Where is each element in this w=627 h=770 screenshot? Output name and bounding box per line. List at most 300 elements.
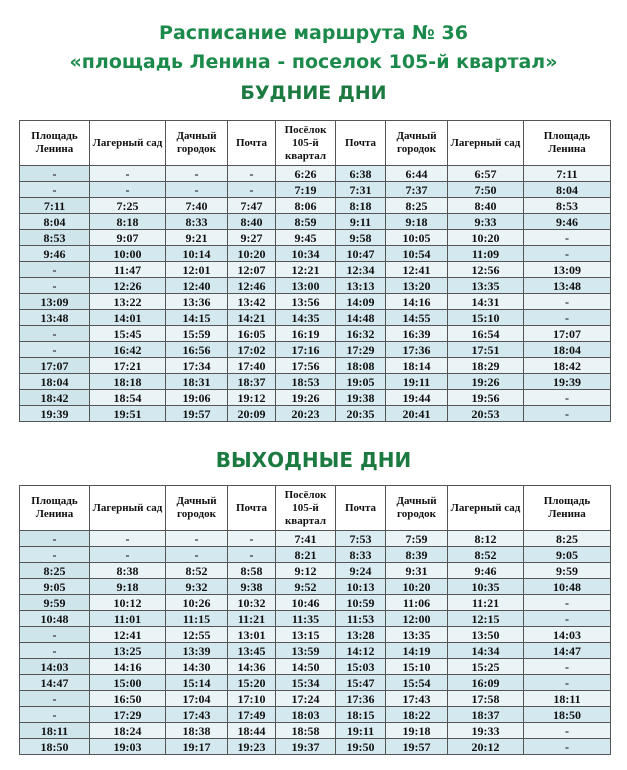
time-cell: 8:04 (20, 214, 90, 230)
time-cell: 9:24 (336, 563, 386, 579)
time-cell: 9:11 (336, 214, 386, 230)
time-cell: 18:03 (276, 707, 336, 723)
time-cell: 17:40 (228, 358, 276, 374)
time-cell: 8:25 (386, 198, 448, 214)
time-cell: 17:36 (336, 691, 386, 707)
time-cell: 9:46 (524, 214, 611, 230)
time-cell: 7:47 (228, 198, 276, 214)
column-header: Дачный городок (386, 121, 448, 166)
column-header: Площадь Ленина (524, 486, 611, 531)
time-cell: 13:28 (336, 627, 386, 643)
table-row (20, 166, 611, 182)
table-row (20, 214, 611, 230)
time-cell: 17:29 (90, 707, 166, 723)
time-cell: 14:36 (228, 659, 276, 675)
time-cell: 20:53 (448, 406, 524, 422)
time-cell: 13:09 (524, 262, 611, 278)
time-cell: 18:08 (336, 358, 386, 374)
column-header: Почта (336, 486, 386, 531)
time-cell: 6:26 (276, 166, 336, 182)
time-cell: 13:22 (90, 294, 166, 310)
time-cell: 15:10 (448, 310, 524, 326)
column-header: Лагерный сад (448, 121, 524, 166)
time-cell: 15:20 (228, 675, 276, 691)
time-cell: 18:14 (386, 358, 448, 374)
time-cell: 9:45 (276, 230, 336, 246)
time-cell: 8:52 (448, 547, 524, 563)
time-cell: - (20, 166, 90, 182)
time-cell: 8:18 (336, 198, 386, 214)
time-cell: 19:23 (228, 739, 276, 755)
time-cell: 10:35 (448, 579, 524, 595)
time-cell: 15:14 (166, 675, 228, 691)
time-cell: 7:37 (386, 182, 448, 198)
time-cell: 10:20 (448, 230, 524, 246)
table-row (20, 262, 611, 278)
time-cell: 19:39 (20, 406, 90, 422)
time-cell: 7:25 (90, 198, 166, 214)
time-cell: 17:24 (276, 691, 336, 707)
time-cell: 20:12 (448, 739, 524, 755)
table-row (20, 547, 611, 563)
time-cell: - (20, 531, 90, 547)
time-cell: 12:07 (228, 262, 276, 278)
time-cell: 9:05 (20, 579, 90, 595)
table-row (20, 675, 611, 691)
time-cell: 12:55 (166, 627, 228, 643)
time-cell: - (228, 547, 276, 563)
table-row (20, 627, 611, 643)
time-cell: 14:03 (524, 627, 611, 643)
time-cell: 10:05 (386, 230, 448, 246)
time-cell: 9:38 (228, 579, 276, 595)
table-row (20, 198, 611, 214)
column-header: Дачный городок (166, 486, 228, 531)
time-cell: - (524, 390, 611, 406)
column-header: Дачный городок (166, 121, 228, 166)
time-cell: 8:18 (90, 214, 166, 230)
time-cell: - (90, 547, 166, 563)
time-cell: 14:15 (166, 310, 228, 326)
time-cell: 10:13 (336, 579, 386, 595)
time-cell: 12:41 (386, 262, 448, 278)
time-cell: 13:45 (228, 643, 276, 659)
time-cell: 19:44 (386, 390, 448, 406)
time-cell: 15:59 (166, 326, 228, 342)
time-cell: - (20, 643, 90, 659)
column-header: Площадь Ленина (524, 121, 611, 166)
time-cell: 19:37 (276, 739, 336, 755)
time-cell: - (524, 595, 611, 611)
time-cell: 13:01 (228, 627, 276, 643)
time-cell: - (90, 531, 166, 547)
time-cell: 11:35 (276, 611, 336, 627)
time-cell: 14:47 (524, 643, 611, 659)
time-cell: - (524, 246, 611, 262)
time-cell: 13:42 (228, 294, 276, 310)
weekdays-schedule-table (19, 120, 611, 422)
time-cell: 10:12 (90, 595, 166, 611)
time-cell: 9:18 (90, 579, 166, 595)
table-row (20, 739, 611, 755)
time-cell: 16:32 (336, 326, 386, 342)
time-cell: 15:10 (386, 659, 448, 675)
time-cell: 9:32 (166, 579, 228, 595)
time-cell: 10:32 (228, 595, 276, 611)
time-cell: 20:35 (336, 406, 386, 422)
time-cell: - (524, 659, 611, 675)
time-cell: 11:06 (386, 595, 448, 611)
time-cell: 11:09 (448, 246, 524, 262)
time-cell: 8:58 (228, 563, 276, 579)
time-cell: - (20, 278, 90, 294)
table-row (20, 326, 611, 342)
time-cell: 9:07 (90, 230, 166, 246)
time-cell: 13:09 (20, 294, 90, 310)
time-cell: - (524, 739, 611, 755)
time-cell: 14:35 (276, 310, 336, 326)
time-cell: 17:36 (386, 342, 448, 358)
time-cell: 11:01 (90, 611, 166, 627)
time-cell: - (20, 262, 90, 278)
time-cell: 9:52 (276, 579, 336, 595)
time-cell: 18:42 (20, 390, 90, 406)
time-cell: - (524, 310, 611, 326)
time-cell: - (524, 230, 611, 246)
time-cell: 18:24 (90, 723, 166, 739)
column-header: Площадь Ленина (20, 486, 90, 531)
time-cell: - (228, 166, 276, 182)
time-cell: 16:39 (386, 326, 448, 342)
time-cell: 17:07 (20, 358, 90, 374)
time-cell: 17:49 (228, 707, 276, 723)
time-cell: 20:23 (276, 406, 336, 422)
table-row (20, 643, 611, 659)
time-cell: 19:50 (336, 739, 386, 755)
time-cell: 10:46 (276, 595, 336, 611)
time-cell: 19:26 (276, 390, 336, 406)
time-cell: - (524, 611, 611, 627)
time-cell: 17:21 (90, 358, 166, 374)
time-cell: 19:05 (336, 374, 386, 390)
table-row (20, 278, 611, 294)
time-cell: 6:44 (386, 166, 448, 182)
time-cell: 8:53 (524, 198, 611, 214)
time-cell: 15:45 (90, 326, 166, 342)
time-cell: 14:30 (166, 659, 228, 675)
time-cell: 14:01 (90, 310, 166, 326)
time-cell: 12:56 (448, 262, 524, 278)
time-cell: - (166, 166, 228, 182)
time-cell: 17:43 (386, 691, 448, 707)
time-cell: 15:03 (336, 659, 386, 675)
table-row (20, 723, 611, 739)
time-cell: 10:20 (386, 579, 448, 595)
weekdays-header-row (20, 121, 611, 166)
weekend-header-row (20, 486, 611, 531)
time-cell: - (524, 723, 611, 739)
time-cell: 16:56 (166, 342, 228, 358)
time-cell: 14:21 (228, 310, 276, 326)
time-cell: 12:00 (386, 611, 448, 627)
time-cell: - (90, 166, 166, 182)
time-cell: 13:00 (276, 278, 336, 294)
time-cell: 11:53 (336, 611, 386, 627)
time-cell: 11:21 (448, 595, 524, 611)
time-cell: 12:40 (166, 278, 228, 294)
title-route-stops: «площадь Ленина - поселок 105-й квартал» (69, 51, 558, 73)
table-row (20, 230, 611, 246)
time-cell: - (20, 342, 90, 358)
time-cell: 14:19 (386, 643, 448, 659)
time-cell: 10:26 (166, 595, 228, 611)
time-cell: 8:33 (166, 214, 228, 230)
time-cell: 12:34 (336, 262, 386, 278)
time-cell: - (20, 627, 90, 643)
time-cell: 16:05 (228, 326, 276, 342)
time-cell: 13:35 (386, 627, 448, 643)
time-cell: 19:38 (336, 390, 386, 406)
time-cell: 10:48 (524, 579, 611, 595)
time-cell: 13:15 (276, 627, 336, 643)
time-cell: 15:25 (448, 659, 524, 675)
time-cell: 8:25 (524, 531, 611, 547)
time-cell: 17:56 (276, 358, 336, 374)
time-cell: 18:38 (166, 723, 228, 739)
table-row (20, 406, 611, 422)
time-cell: 20:09 (228, 406, 276, 422)
time-cell: 13:36 (166, 294, 228, 310)
time-cell: 16:50 (90, 691, 166, 707)
time-cell: 16:54 (448, 326, 524, 342)
time-cell: 14:55 (386, 310, 448, 326)
time-cell: - (166, 531, 228, 547)
column-header: Площадь Ленина (20, 121, 90, 166)
time-cell: 9:33 (448, 214, 524, 230)
table-row (20, 707, 611, 723)
time-cell: 18:37 (228, 374, 276, 390)
time-cell: 12:41 (90, 627, 166, 643)
time-cell: 19:06 (166, 390, 228, 406)
time-cell: 11:21 (228, 611, 276, 627)
table-row (20, 659, 611, 675)
time-cell: 9:12 (276, 563, 336, 579)
time-cell: 14:03 (20, 659, 90, 675)
time-cell: 19:03 (90, 739, 166, 755)
time-cell: 19:18 (386, 723, 448, 739)
time-cell: 14:48 (336, 310, 386, 326)
time-cell: 13:59 (276, 643, 336, 659)
time-cell: 18:29 (448, 358, 524, 374)
time-cell: 8:33 (336, 547, 386, 563)
time-cell: 14:16 (90, 659, 166, 675)
column-header: Лагерный сад (90, 121, 166, 166)
time-cell: - (20, 707, 90, 723)
time-cell: 10:20 (228, 246, 276, 262)
time-cell: 16:19 (276, 326, 336, 342)
time-cell: 7:53 (336, 531, 386, 547)
time-cell: - (20, 547, 90, 563)
time-cell: 17:34 (166, 358, 228, 374)
time-cell: 10:34 (276, 246, 336, 262)
table-row (20, 294, 611, 310)
time-cell: 18:11 (524, 691, 611, 707)
time-cell: 10:48 (20, 611, 90, 627)
table-row (20, 531, 611, 547)
time-cell: 15:00 (90, 675, 166, 691)
time-cell: 13:25 (90, 643, 166, 659)
time-cell: - (20, 182, 90, 198)
time-cell: 13:48 (20, 310, 90, 326)
time-cell: 11:15 (166, 611, 228, 627)
time-cell: 12:15 (448, 611, 524, 627)
time-cell: - (524, 675, 611, 691)
time-cell: 18:50 (524, 707, 611, 723)
time-cell: 12:21 (276, 262, 336, 278)
time-cell: 18:18 (90, 374, 166, 390)
time-cell: 12:01 (166, 262, 228, 278)
time-cell: 10:54 (386, 246, 448, 262)
time-cell: 11:47 (90, 262, 166, 278)
time-cell: 20:41 (386, 406, 448, 422)
time-cell: 19:57 (386, 739, 448, 755)
time-cell: 18:31 (166, 374, 228, 390)
time-cell: 19:39 (524, 374, 611, 390)
time-cell: - (166, 182, 228, 198)
time-cell: 12:46 (228, 278, 276, 294)
time-cell: - (166, 547, 228, 563)
time-cell: 17:02 (228, 342, 276, 358)
time-cell: - (90, 182, 166, 198)
weekend-heading: ВЫХОДНЫЕ ДНИ (215, 448, 412, 472)
time-cell: - (20, 691, 90, 707)
time-cell: 14:47 (20, 675, 90, 691)
table-row (20, 611, 611, 627)
time-cell: 7:41 (276, 531, 336, 547)
time-cell: 8:06 (276, 198, 336, 214)
time-cell: 13:13 (336, 278, 386, 294)
table-row (20, 691, 611, 707)
column-header: Лагерный сад (448, 486, 524, 531)
time-cell: 18:37 (448, 707, 524, 723)
time-cell: 17:29 (336, 342, 386, 358)
time-cell: 19:11 (336, 723, 386, 739)
time-cell: 18:44 (228, 723, 276, 739)
table-row (20, 246, 611, 262)
time-cell: 9:58 (336, 230, 386, 246)
time-cell: 8:25 (20, 563, 90, 579)
table-row (20, 358, 611, 374)
table-row (20, 579, 611, 595)
table-row (20, 390, 611, 406)
time-cell: 15:47 (336, 675, 386, 691)
time-cell: 15:54 (386, 675, 448, 691)
time-cell: 8:38 (90, 563, 166, 579)
time-cell: 17:51 (448, 342, 524, 358)
time-cell: 18:22 (386, 707, 448, 723)
time-cell: 19:11 (386, 374, 448, 390)
time-cell: 15:34 (276, 675, 336, 691)
time-cell: 7:50 (448, 182, 524, 198)
time-cell: 9:59 (20, 595, 90, 611)
time-cell: 19:33 (448, 723, 524, 739)
time-cell: 17:07 (524, 326, 611, 342)
time-cell: 18:58 (276, 723, 336, 739)
table-row (20, 374, 611, 390)
column-header: Почта (336, 121, 386, 166)
time-cell: - (524, 406, 611, 422)
time-cell: 17:58 (448, 691, 524, 707)
time-cell: 18:42 (524, 358, 611, 374)
column-header: Почта (228, 486, 276, 531)
time-cell: 8:21 (276, 547, 336, 563)
time-cell: 19:12 (228, 390, 276, 406)
time-cell: 16:09 (448, 675, 524, 691)
time-cell: 18:54 (90, 390, 166, 406)
time-cell: 6:57 (448, 166, 524, 182)
time-cell: 10:47 (336, 246, 386, 262)
time-cell: - (524, 294, 611, 310)
time-cell: 8:52 (166, 563, 228, 579)
time-cell: 17:16 (276, 342, 336, 358)
time-cell: 13:20 (386, 278, 448, 294)
time-cell: 8:04 (524, 182, 611, 198)
time-cell: 6:38 (336, 166, 386, 182)
time-cell: - (20, 326, 90, 342)
time-cell: 8:40 (448, 198, 524, 214)
column-header: Посёлок 105-й квартал (276, 486, 336, 531)
time-cell: 18:04 (524, 342, 611, 358)
time-cell: 13:56 (276, 294, 336, 310)
time-cell: 14:12 (336, 643, 386, 659)
column-header: Лагерный сад (90, 486, 166, 531)
time-cell: 18:53 (276, 374, 336, 390)
table-row (20, 310, 611, 326)
weekend-schedule-table (19, 485, 611, 755)
time-cell: 9:18 (386, 214, 448, 230)
time-cell: 14:09 (336, 294, 386, 310)
time-cell: 19:17 (166, 739, 228, 755)
weekdays-heading: БУДНИЕ ДНИ (240, 82, 387, 104)
time-cell: 7:40 (166, 198, 228, 214)
time-cell: 10:59 (336, 595, 386, 611)
time-cell: 14:34 (448, 643, 524, 659)
time-cell: 19:51 (90, 406, 166, 422)
table-row (20, 563, 611, 579)
time-cell: 16:42 (90, 342, 166, 358)
time-cell: 9:27 (228, 230, 276, 246)
time-cell: 8:53 (20, 230, 90, 246)
time-cell: 7:59 (386, 531, 448, 547)
time-cell: 7:11 (524, 166, 611, 182)
time-cell: 9:31 (386, 563, 448, 579)
time-cell: 14:16 (386, 294, 448, 310)
time-cell: 8:12 (448, 531, 524, 547)
time-cell: 7:31 (336, 182, 386, 198)
time-cell: 12:26 (90, 278, 166, 294)
time-cell: 9:21 (166, 230, 228, 246)
time-cell: 19:56 (448, 390, 524, 406)
time-cell: 17:43 (166, 707, 228, 723)
time-cell: 8:39 (386, 547, 448, 563)
time-cell: 10:14 (166, 246, 228, 262)
time-cell: 9:05 (524, 547, 611, 563)
time-cell: 18:11 (20, 723, 90, 739)
table-row (20, 342, 611, 358)
time-cell: 13:35 (448, 278, 524, 294)
time-cell: - (228, 182, 276, 198)
time-cell: 7:19 (276, 182, 336, 198)
